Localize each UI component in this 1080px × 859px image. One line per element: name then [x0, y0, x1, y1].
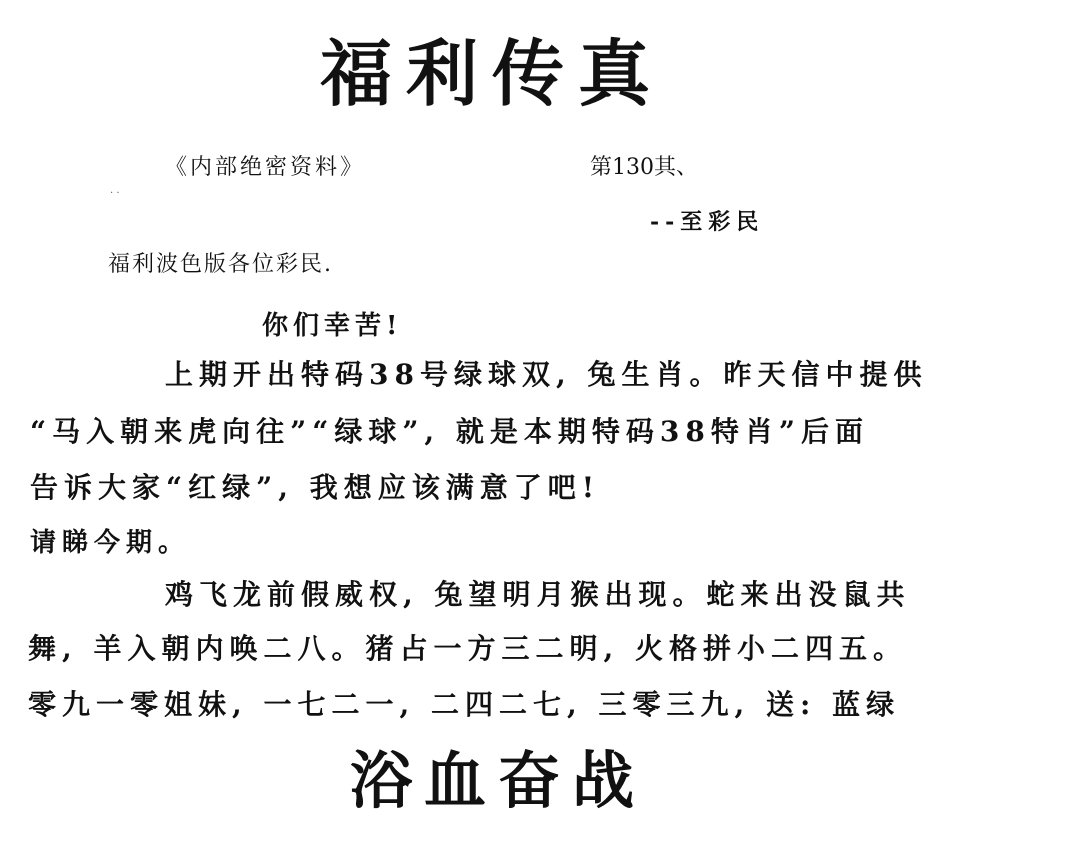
body-line-7: 零九一零姐妹, 一七二一, 二四二七, 三零三九, 送: 蓝绿	[28, 688, 901, 721]
body-line-1: 上期开出特码38号绿球双, 兔生肖。昨天信中提供	[165, 358, 928, 391]
salutation-line: 福利波色版各位彩民.	[108, 252, 333, 277]
source-label: 《内部绝密资料》	[165, 155, 366, 180]
body-line-3: 告诉大家“红绿”, 我想应该满意了吧!	[30, 471, 600, 504]
document-title: 福利传真	[320, 31, 665, 116]
body-line-5: 鸡飞龙前假威权, 兔望明月猴出现。蛇来出没鼠共	[165, 578, 911, 611]
sender-line: --至彩民	[650, 209, 765, 235]
footer-title: 浴血奋战	[350, 744, 647, 817]
greeting-line: 你们幸苦!	[262, 311, 403, 341]
issue-number: 第130其、	[590, 155, 698, 180]
body-line-6: 舞, 羊入朝内唤二八。猪占一方三二明, 火格拼小二四五。	[28, 632, 907, 665]
body-line-4: 请睇今期。	[30, 528, 191, 558]
scan-dots: · ·	[110, 188, 120, 199]
body-line-2: “马入朝来虎向往”“绿球”, 就是本期特码38特肖”后面	[30, 415, 869, 448]
